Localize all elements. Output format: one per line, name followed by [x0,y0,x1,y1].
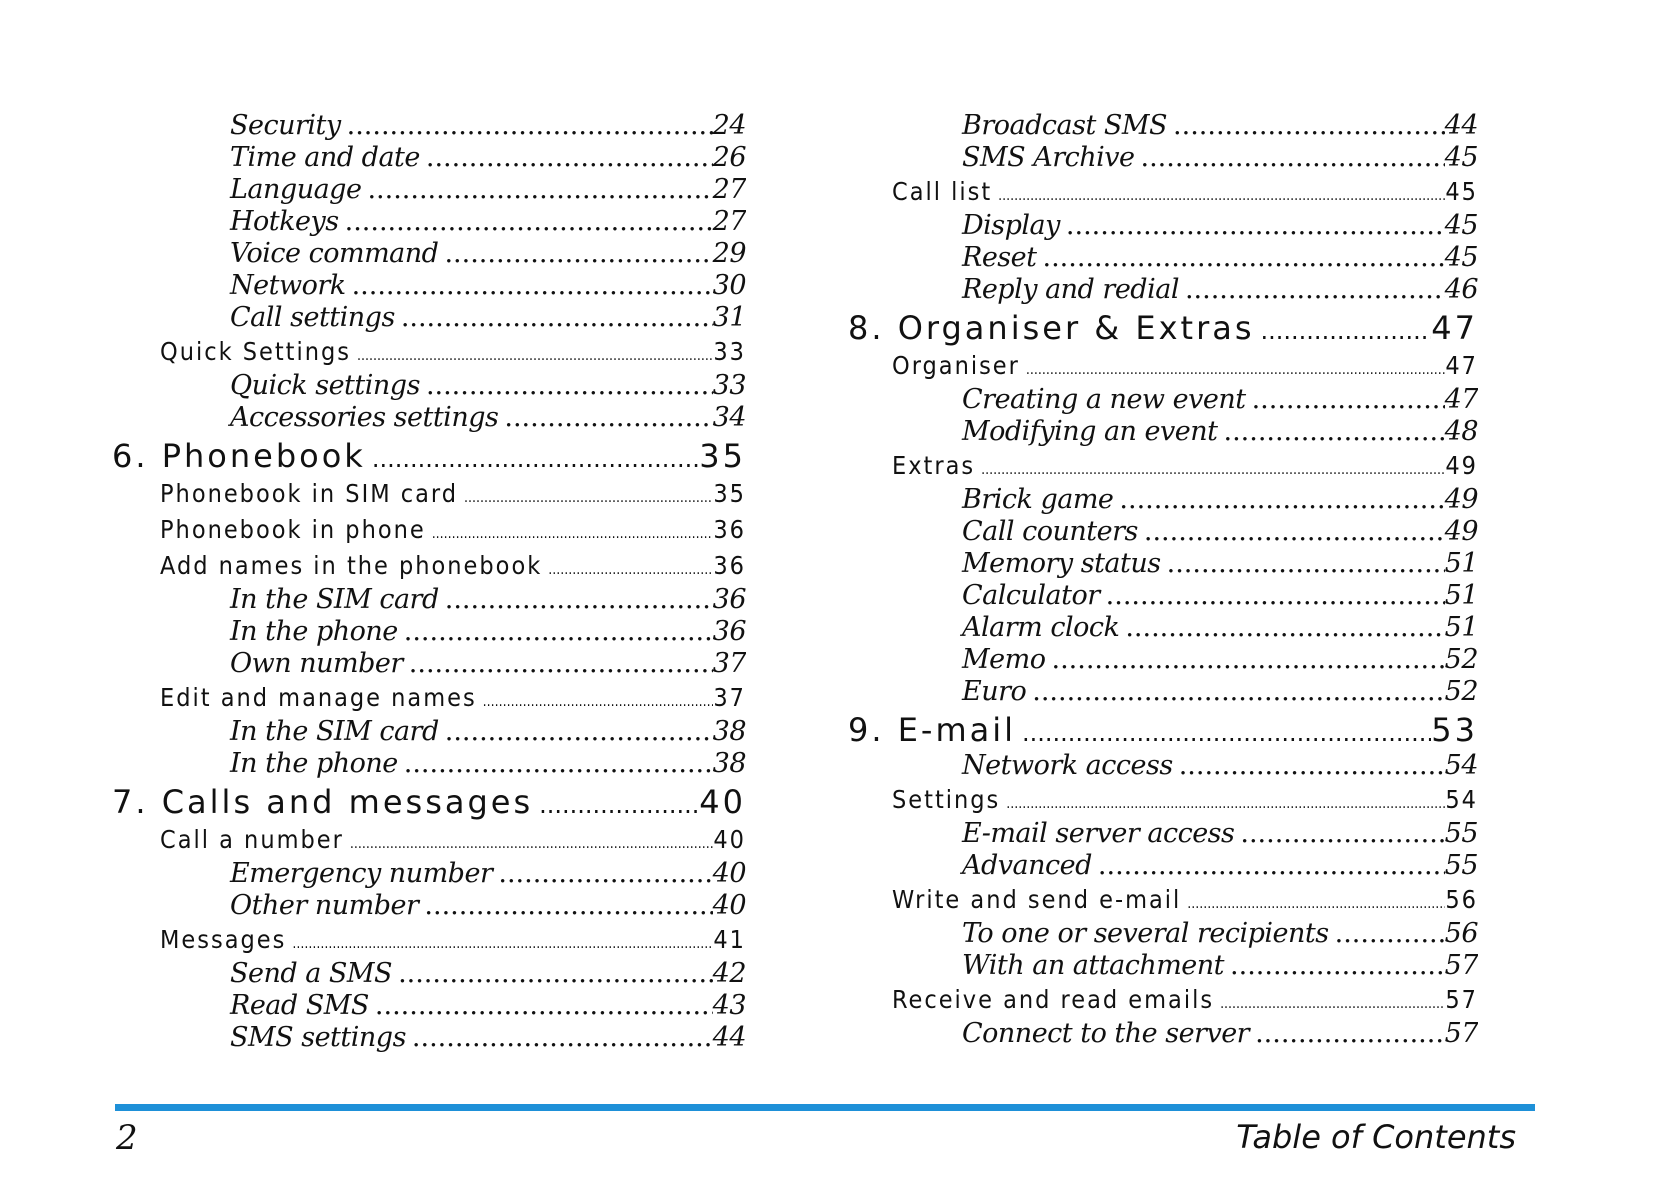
toc-entry-title: In the phone [230,748,398,779]
dot-leader [477,684,714,716]
toc-entry[interactable] [112,174,746,206]
toc-entry-title: E-mail server access [962,818,1235,849]
toc-entry-page: 56 [1444,918,1478,949]
dot-leader [1092,850,1445,882]
toc-entry-page: 53 [1431,711,1478,749]
toc-entry-page: 48 [1444,416,1478,447]
dot-leader [426,516,714,548]
toc-entry-title: Voice command [230,238,439,269]
toc-entry-page: 45 [1445,177,1478,206]
toc-entry-title: Edit and manage names [160,683,477,712]
toc-entry[interactable] [848,644,1478,676]
toc-entry[interactable] [848,516,1478,548]
toc-entry-title: Call settings [230,302,395,333]
toc-entry[interactable] [112,142,746,174]
toc-entry-page: 36 [713,551,746,580]
dot-leader [339,206,713,238]
toc-entry[interactable] [112,206,746,238]
toc-entry[interactable] [112,370,746,402]
dot-leader [1100,580,1445,612]
toc-right-column [848,110,1478,1050]
dot-leader [351,338,713,370]
dot-leader [498,402,712,434]
toc-entry-title: Calculator [962,580,1100,611]
dot-leader [392,958,713,990]
toc-entry[interactable] [112,402,746,434]
toc-entry-page: 45 [1444,242,1478,273]
dot-leader [542,552,713,584]
dot-leader [1060,210,1445,242]
dot-leader [286,926,713,958]
toc-entry-page: 36 [712,616,746,647]
toc-entry-title: Quick Settings [160,337,352,366]
toc-entry[interactable] [112,1022,746,1054]
dot-leader [1000,786,1445,818]
toc-entry[interactable] [848,384,1478,416]
toc-entry-page: 52 [1444,676,1478,707]
toc-entry-title: Language [230,174,362,205]
toc-entry-title: Phonebook in SIM card [160,479,458,508]
page-number: 2 [116,1118,138,1158]
toc-entry-page: 44 [712,1022,746,1053]
toc-entry[interactable] [848,782,1478,818]
toc-entry-page: 33 [712,370,746,401]
toc-entry[interactable] [848,676,1478,708]
toc-entry-title: Connect to the server [962,1018,1250,1049]
toc-entry-title: Send a SMS [230,958,393,989]
toc-entry-title: Broadcast SMS [962,110,1168,141]
dot-leader [439,716,713,748]
toc-entry-title: Messages [160,925,287,954]
footer-section-title: Table of Contents [1236,1118,1516,1156]
toc-entry-title: Add names in the phonebook [160,551,543,580]
toc-entry[interactable] [848,982,1478,1018]
toc-entry-page: 44 [1444,110,1478,141]
toc-entry-title: Reply and redial [962,274,1179,305]
dot-leader [366,439,699,476]
toc-entry-page: 51 [1444,612,1478,643]
toc-entry-page: 40 [712,890,746,921]
toc-entry-page: 40 [699,783,746,821]
dot-leader [420,142,713,174]
toc-entry-page: 38 [712,716,746,747]
dot-leader [369,990,713,1022]
toc-entry-page: 37 [713,683,746,712]
dot-leader [1020,352,1445,384]
toc-entry-title: Own number [230,648,403,679]
toc-entry-page: 57 [1444,950,1478,981]
toc-entry-page: 49 [1444,516,1478,547]
toc-entry-page: 36 [712,584,746,615]
dot-leader [1173,750,1445,782]
dot-leader [418,890,712,922]
dot-leader [1135,142,1445,174]
toc-entry[interactable] [848,484,1478,516]
toc-entry-title: Alarm clock [962,612,1120,643]
toc-entry-title: Memory status [962,548,1161,579]
dot-leader [533,785,699,822]
toc-entry-page: 55 [1444,850,1478,881]
toc-entry-title: Display [962,210,1060,241]
toc-entry-title: Hotkeys [230,206,339,237]
toc-entry-page: 51 [1444,548,1478,579]
toc-entry-title: Modifying an event [962,416,1218,447]
toc-entry-title: In the SIM card [230,584,439,615]
toc-entry-title: Network [230,270,346,301]
toc-entry[interactable] [848,580,1478,612]
toc-entry-title: To one or several recipients [962,918,1329,949]
toc-entry-title: Emergency number [230,858,493,889]
toc-entry[interactable] [112,616,746,648]
dot-leader [398,616,713,648]
toc-entry-page: 45 [1444,210,1478,241]
dot-leader [1255,311,1432,348]
toc-entry-page: 40 [712,858,746,889]
toc-entry-title: SMS settings [230,1022,406,1053]
toc-entry[interactable] [848,274,1478,306]
toc-entry-title: In the SIM card [230,716,439,747]
toc-entry-title: With an attachment [962,950,1225,981]
toc-entry-page: 29 [712,238,746,269]
dot-leader [420,370,713,402]
toc-entry-title: Creating a new event [962,384,1246,415]
toc-entry[interactable] [848,750,1478,782]
toc-entry-page: 49 [1444,484,1478,515]
dot-leader [1119,612,1444,644]
toc-entry-page: 45 [1444,142,1478,173]
toc-entry-title: Organiser [892,351,1020,380]
toc-entry-page: 38 [712,748,746,779]
toc-entry-title: 9. E-mail [848,711,1017,749]
dot-leader [344,826,714,858]
toc-entry-title: Brick game [962,484,1114,515]
toc-entry-page: 51 [1444,580,1478,611]
toc-entry[interactable] [112,584,746,616]
toc-entry-page: 37 [712,648,746,679]
toc-entry-title: Security [230,110,341,141]
dot-leader [1329,918,1445,950]
toc-entry[interactable] [848,448,1478,484]
toc-entry[interactable] [112,822,746,858]
toc-entry-title: Read SMS [230,990,369,1021]
toc-entry-title: Accessories settings [230,402,499,433]
dot-leader [1181,886,1445,918]
toc-entry-title: 8. Organiser & Extras [848,309,1255,347]
toc-entry[interactable] [112,476,746,512]
toc-entry-title: 7. Calls and messages [112,783,534,821]
dot-leader [1026,676,1444,708]
dot-leader [992,178,1445,210]
toc-entry[interactable] [112,512,746,548]
toc-entry[interactable] [848,348,1478,384]
dot-leader [403,648,713,680]
toc-entry-title: In the phone [230,616,398,647]
toc-entry[interactable] [112,748,746,780]
toc-entry-page: 57 [1444,1018,1478,1049]
toc-entry-title: Extras [892,451,976,480]
toc-entry-title: Reset [962,242,1037,273]
dot-leader [439,584,713,616]
toc-entry-title: 6. Phonebook [112,437,366,475]
toc-entry[interactable] [848,174,1478,210]
toc-entry[interactable] [848,710,1478,750]
dot-leader [1016,713,1431,750]
toc-entry-title: Call list [892,177,993,206]
toc-entry-page: 43 [712,990,746,1021]
toc-entry-title: Settings [892,785,1001,814]
toc-entry[interactable] [112,110,746,142]
toc-entry-page: 24 [712,110,746,141]
toc-entry[interactable] [112,958,746,990]
toc-entry-page: 57 [1445,985,1478,1014]
dot-leader [1045,644,1444,676]
toc-entry[interactable] [848,308,1478,348]
dot-leader [346,270,713,302]
toc-entry-title: Quick settings [230,370,420,401]
toc-entry-page: 47 [1431,309,1478,347]
dot-leader [1113,484,1444,516]
toc-entry[interactable] [848,818,1478,850]
dot-leader [1037,242,1445,274]
dot-leader [1138,516,1445,548]
toc-entry-page: 49 [1445,451,1478,480]
toc-entry[interactable] [112,270,746,302]
dot-leader [395,302,713,334]
toc-entry-page: 56 [1445,885,1478,914]
toc-entry-page: 35 [713,479,746,508]
toc-entry[interactable] [112,922,746,958]
toc-entry[interactable] [112,436,746,476]
toc-entry[interactable] [848,110,1478,142]
dot-leader [398,748,713,780]
toc-left-column [112,110,746,1054]
dot-leader [406,1022,713,1054]
toc-entry[interactable] [112,334,746,370]
toc-entry-page: 54 [1445,785,1478,814]
toc-entry-title: Memo [962,644,1046,675]
toc-entry-page: 27 [712,174,746,205]
toc-entry-title: Advanced [962,850,1092,881]
toc-entry[interactable] [112,302,746,334]
dot-leader [1179,274,1445,306]
toc-entry-title: Call counters [962,516,1138,547]
dot-leader [492,858,712,890]
toc-entry-page: 47 [1444,384,1478,415]
toc-entry[interactable] [848,612,1478,644]
toc-entry-page: 41 [713,925,746,954]
dot-leader [341,110,713,142]
toc-entry-page: 36 [713,515,746,544]
toc-entry[interactable] [848,918,1478,950]
toc-entry-page: 55 [1444,818,1478,849]
toc-entry[interactable] [112,990,746,1022]
toc-entry-page: 46 [1444,274,1478,305]
toc-entry[interactable] [848,416,1478,448]
toc-entry[interactable] [848,850,1478,882]
toc-entry-title: Write and send e-mail [892,885,1182,914]
toc-entry[interactable] [112,238,746,270]
dot-leader [1161,548,1445,580]
dot-leader [1214,986,1445,1018]
toc-entry-page: 54 [1444,750,1478,781]
dot-leader [1167,110,1445,142]
toc-entry-page: 26 [712,142,746,173]
toc-entry[interactable] [112,858,746,890]
toc-entry[interactable] [112,782,746,822]
toc-entry-title: SMS Archive [962,142,1135,173]
toc-entry[interactable] [848,1018,1478,1050]
toc-entry[interactable] [848,142,1478,174]
dot-leader [458,480,713,512]
dot-leader [1217,416,1444,448]
dot-leader [361,174,712,206]
toc-entry-page: 31 [712,302,746,333]
toc-entry-page: 33 [713,337,746,366]
toc-entry[interactable] [848,210,1478,242]
toc-entry-title: Other number [230,890,419,921]
dot-leader [1249,1018,1445,1050]
toc-entry-title: Phonebook in phone [160,515,426,544]
toc-entry-page: 30 [712,270,746,301]
toc-entry[interactable] [112,548,746,584]
toc-entry-page: 27 [712,206,746,237]
dot-leader [1234,818,1444,850]
toc-entry[interactable] [848,548,1478,580]
toc-entry[interactable] [112,716,746,748]
toc-entry[interactable] [848,882,1478,918]
toc-entry-title: Euro [962,676,1027,707]
dot-leader [1246,384,1445,416]
dot-leader [975,452,1445,484]
toc-entry[interactable] [848,242,1478,274]
toc-entry-page: 52 [1444,644,1478,675]
toc-entry-title: Receive and read emails [892,985,1215,1014]
toc-entry-title: Network access [962,750,1173,781]
toc-entry[interactable] [112,680,746,716]
toc-entry[interactable] [112,648,746,680]
dot-leader [1224,950,1445,982]
dot-leader [438,238,712,270]
toc-entry-page: 35 [699,437,746,475]
toc-entry-title: Call a number [160,825,344,854]
toc-entry-title: Time and date [230,142,420,173]
toc-entry-page: 47 [1445,351,1478,380]
toc-entry-page: 42 [712,958,746,989]
toc-entry[interactable] [848,950,1478,982]
footer-rule [115,1104,1535,1111]
toc-entry-page: 34 [712,402,746,433]
toc-entry-page: 40 [713,825,746,854]
toc-entry[interactable] [112,890,746,922]
